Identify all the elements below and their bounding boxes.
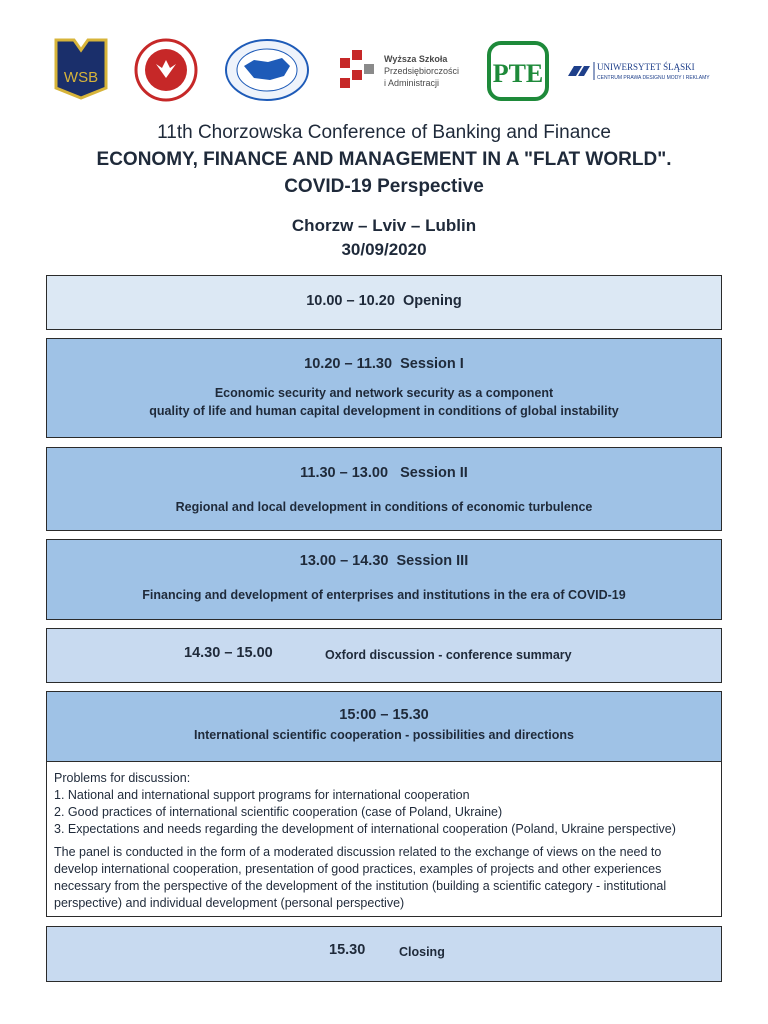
closing-block [46, 926, 722, 982]
wspia-logo [338, 48, 460, 96]
svg-text:i Administracji: i Administracji [384, 78, 440, 88]
session-2-title: Session II [400, 465, 468, 481]
session-1-topic [47, 384, 721, 420]
session-1-topic-line-2: quality of life and human capital development in conditions of global instability [149, 404, 619, 418]
svg-text:PTE: PTE [492, 59, 544, 88]
svg-text:Wyższa Szkoła: Wyższa Szkoła [384, 54, 448, 64]
closing-time: 15.30 [329, 942, 366, 958]
panel-description-line: The panel is conducted in the form of a moderated discussion related to the exchange of views on the need to [54, 845, 662, 859]
conference-subtheme: COVID-19 Perspective [284, 176, 484, 197]
university-seal-logo [134, 38, 198, 102]
svg-text:WSB: WSB [63, 69, 99, 86]
problem-item: 1. National and international support programs for international cooperation [54, 788, 470, 802]
session-2-heading [47, 465, 721, 481]
session-3-time: 13.00 – 14.30 [299, 553, 389, 569]
international-cooperation-block [46, 691, 722, 762]
oxford-title: Oxford discussion - conference summary [325, 648, 572, 662]
closing-title: Closing [399, 945, 445, 959]
conference-date: 30/09/2020 [341, 240, 427, 259]
session-2-block [46, 447, 722, 531]
session-3-topic: Financing and development of enterprises and institutions in the era of COVID-19 [142, 588, 626, 602]
wsb-logo [52, 36, 110, 100]
intl-time: 15:00 – 15.30 [339, 707, 429, 723]
panel-description [54, 844, 714, 912]
oxford-discussion-block [46, 628, 722, 683]
ukrainian-association-seal-logo [224, 38, 310, 102]
session-2-topic: Regional and local development in conditions of economic turbulence [175, 500, 593, 514]
university-of-silesia-logo [566, 58, 728, 86]
opening-title: Opening [402, 293, 462, 309]
svg-text:UNIWERSYTET ŚLĄSKI: UNIWERSYTET ŚLĄSKI [597, 62, 695, 72]
opening-time: 10.00 – 10.20 [306, 293, 395, 309]
session-1-topic-line-1: Economic security and network security as a component [214, 386, 554, 400]
svg-text:CENTRUM PRAWA DESIGNU MODY I R: CENTRUM PRAWA DESIGNU MODY I REKLAMY [597, 75, 710, 81]
svg-text:Przedsiębiorczości: Przedsiębiorczości [384, 66, 460, 76]
opening-block [46, 275, 722, 330]
session-1-block [46, 338, 722, 438]
intl-title: International scientific cooperation - possibilities and directions [194, 728, 574, 742]
panel-description-line: develop international cooperation, presentation of good practices, examples of projects and other experiences [54, 862, 662, 876]
panel-description-line: perspective) and individual development (personal perspective) [54, 896, 405, 910]
session-3-block [46, 539, 722, 620]
conference-title-block [0, 119, 768, 200]
conference-theme: ECONOMY, FINANCE AND MANAGEMENT IN A "FLAT WORLD". [96, 149, 672, 170]
session-2-time: 11.30 – 13.00 [300, 465, 389, 481]
pte-logo [486, 40, 550, 102]
session-1-time: 10.20 – 11.30 [304, 356, 393, 372]
session-1-heading [47, 356, 721, 372]
cities: Chorzw – Lviv – Lublin [291, 216, 477, 235]
session-3-title: Session III [396, 553, 469, 569]
logo-bar [48, 36, 728, 106]
conference-name: 11th Chorzowska Conference of Banking and Finance [157, 122, 611, 143]
session-1-title: Session I [400, 356, 464, 372]
problem-item: 3. Expectations and needs regarding the development of international cooperation (Poland, Ukraine perspective) [54, 822, 676, 836]
panel-description-line: necessary from the perspective of the development of the institution (building a scientific category - institutional [54, 879, 667, 893]
problems-for-discussion-block [46, 761, 722, 917]
problems-heading: Problems for discussion: [54, 771, 191, 785]
oxford-time: 14.30 – 15.00 [184, 645, 273, 661]
location-date-block [0, 214, 768, 262]
session-3-heading [47, 553, 721, 569]
opening-heading [47, 293, 721, 309]
problem-item: 2. Good practices of international scientific cooperation (case of Poland, Ukraine) [54, 805, 503, 819]
